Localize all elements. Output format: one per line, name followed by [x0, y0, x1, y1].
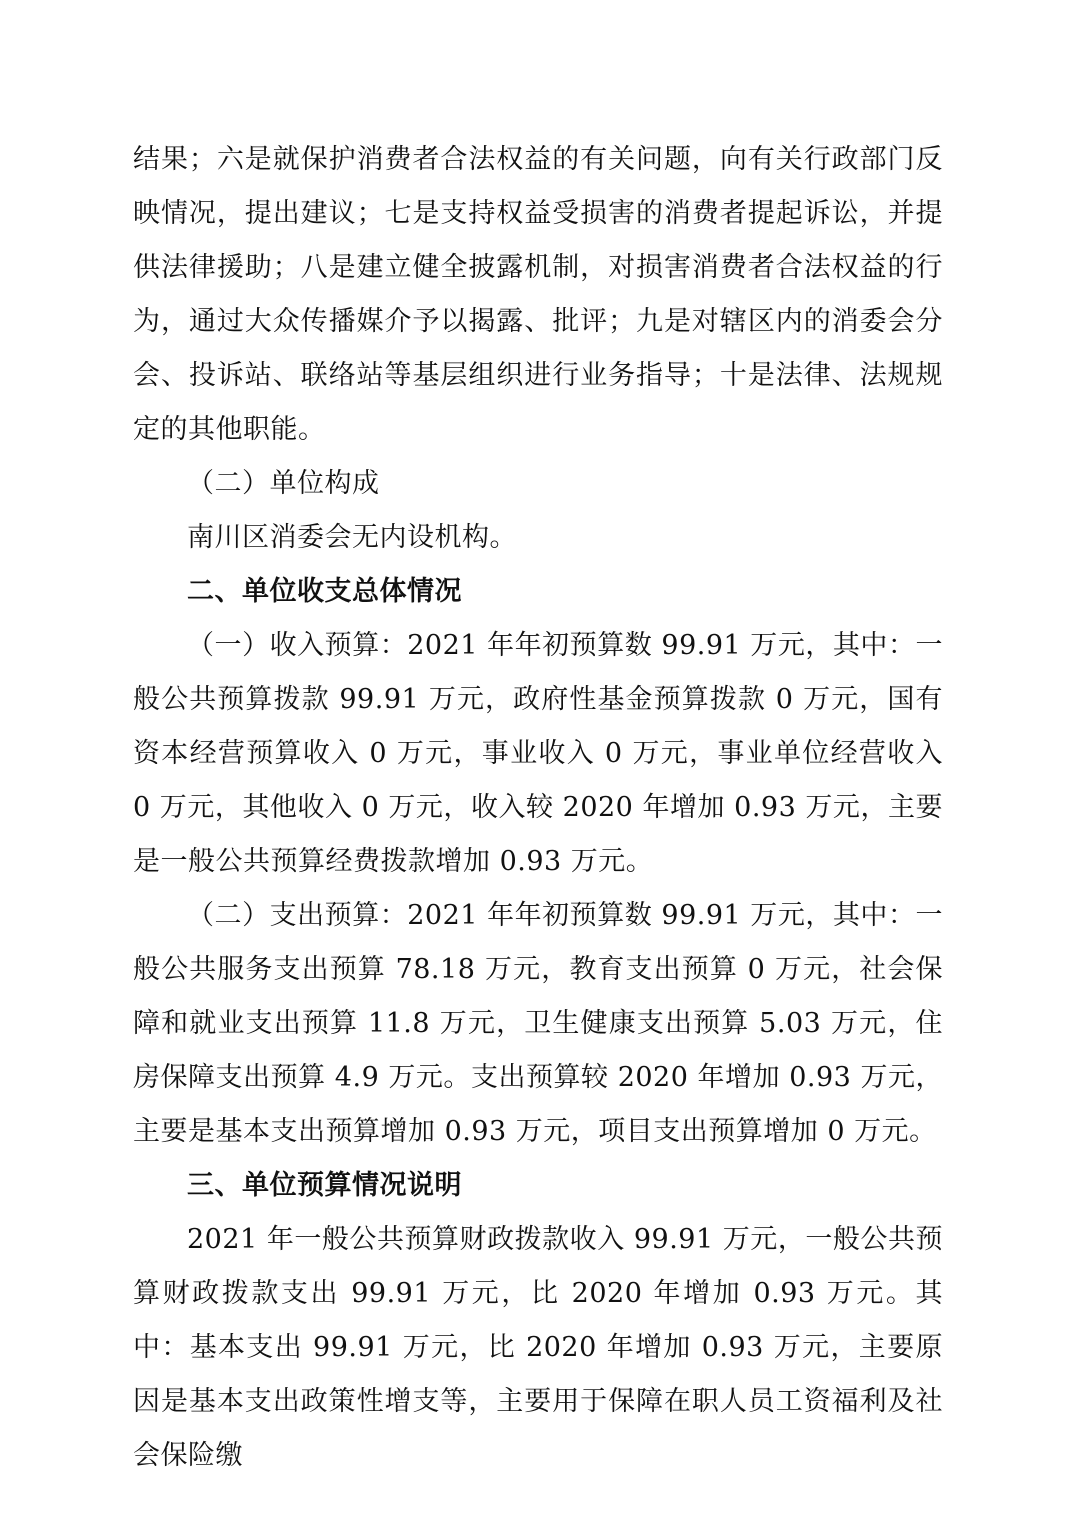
paragraph-income-budget: （一）收入预算：2021 年年初预算数 99.91 万元，其中：一般公共预算拨款 99.91 万元，政府性基金预算拨款 0 万元，国有资本经营预算收入 0 万元，事业收入 0 万元，事业单位经营收入 0 万元，其他收入 0 万元，收入较 2020 年增加 0.93 万元，主要是一般公共预算经费拨款增加 0.93 万元。	[133, 630, 943, 877]
paragraph-unit-composition: 南川区消委会无内设机构。	[187, 522, 517, 553]
paragraph-functions-continued: 结果；六是就保护消费者合法权益的有关问题，向有关行政部门反映情况，提出建议；七是支持权益受损害的消费者提起诉讼，并提供法律援助；八是建立健全披露机制，对损害消费者合法权益的行为，通过大众传播媒介予以揭露、批评；九是对辖区内的消委会分会、投诉站、联络站等基层组织进行业务指导；十是法律、法规规定的其他职能。	[133, 144, 943, 445]
heading-income-expense-overview: 二、单位收支总体情况	[187, 576, 462, 607]
subheading-unit-composition: （二）单位构成	[187, 468, 380, 499]
heading-budget-explanation: 三、单位预算情况说明	[187, 1170, 462, 1201]
paragraph-budget-explanation: 2021 年一般公共预算财政拨款收入 99.91 万元，一般公共预算财政拨款支出 99.91 万元，比 2020 年增加 0.93 万元。其中：基本支出 99.91 万元，比 2020 年增加 0.93 万元，主要原因是基本支出政策性增支等，主要用于保障在职人员工资福利及社会保险缴	[133, 1224, 943, 1471]
document-page	[133, 133, 943, 1483]
paragraph-expense-budget: （二）支出预算：2021 年年初预算数 99.91 万元，其中：一般公共服务支出预算 78.18 万元，教育支出预算 0 万元，社会保障和就业支出预算 11.8 万元，卫生健康支出预算 5.03 万元，住房保障支出预算 4.9 万元。支出预算较 2020 年增加 0.93 万元，主要是基本支出预算增加 0.93 万元，项目支出预算增加 0 万元。	[133, 900, 943, 1147]
